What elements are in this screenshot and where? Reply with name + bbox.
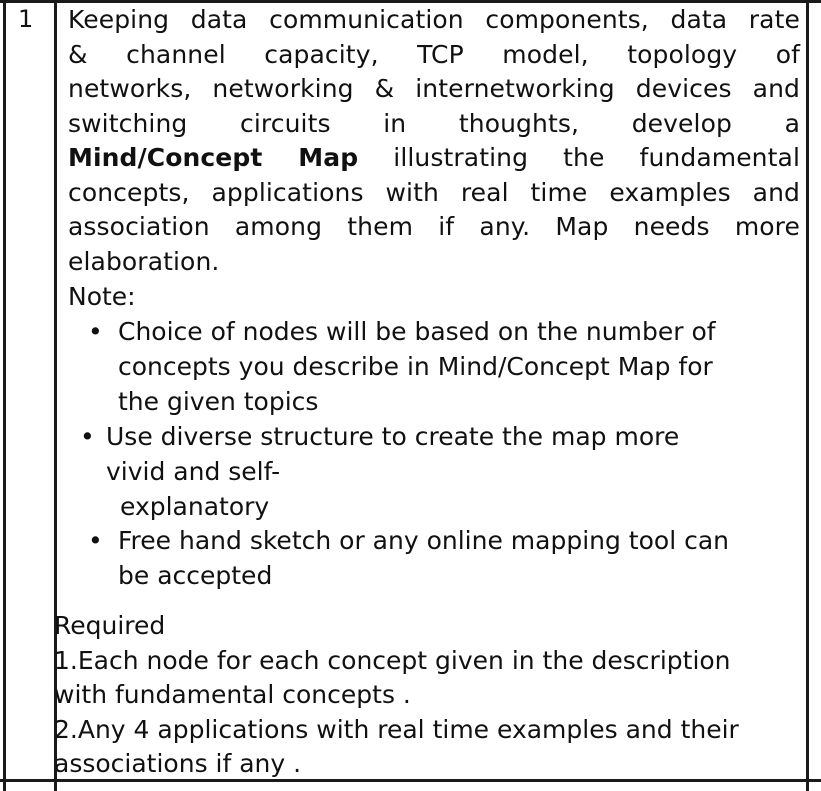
bullet-line: explanatory bbox=[120, 492, 270, 521]
description-line: concepts, applications with real time examples and bbox=[68, 177, 800, 207]
bullet-icon: • bbox=[88, 526, 103, 555]
description-line: switching circuits in thoughts, develop a bbox=[68, 108, 800, 138]
description-line: Keeping data communication components, data rate bbox=[68, 5, 800, 34]
required-item-line: associations if any . bbox=[54, 749, 302, 778]
description-line-rest: illustrating the fundamental bbox=[358, 143, 800, 172]
required-section bbox=[54, 609, 814, 782]
bullet-icon: • bbox=[88, 317, 103, 346]
task-description bbox=[68, 3, 800, 279]
table-border-left bbox=[3, 0, 6, 791]
note-heading: Note: bbox=[68, 282, 136, 311]
required-item-line: 1.Each node for each concept given in the description bbox=[54, 645, 731, 675]
next-row-cutoff bbox=[80, 783, 720, 791]
bullet-line: vivid and self- bbox=[106, 457, 281, 486]
note-bullet bbox=[88, 314, 798, 419]
note-bullet bbox=[80, 419, 796, 524]
required-item-line: with fundamental concepts . bbox=[54, 680, 411, 709]
bullet-line: the given topics bbox=[118, 387, 319, 416]
bullet-line: concepts you describe in Mind/Concept Map for bbox=[118, 352, 713, 381]
description-line: & channel capacity, TCP model, topology of bbox=[68, 39, 800, 69]
description-line: networks, networking & internetworking devices and bbox=[68, 74, 800, 103]
bullet-line: Free hand sketch or any online mapping tool can bbox=[118, 526, 729, 555]
required-heading: Required bbox=[54, 611, 166, 640]
bullet-line: Use diverse structure to create the map more bbox=[106, 422, 680, 451]
description-line: elaboration. bbox=[68, 246, 220, 276]
note-bullet bbox=[88, 523, 808, 593]
description-line: association among them if any. Map needs more bbox=[68, 212, 800, 241]
row-number: 1 bbox=[18, 5, 34, 33]
required-item-line: 2.Any 4 applications with real time examples and their bbox=[54, 714, 739, 744]
mind-map-emphasis: Mind/Concept Map bbox=[68, 143, 359, 172]
description-line-with-emphasis bbox=[68, 141, 800, 176]
bullet-line: Choice of nodes will be based on the number of bbox=[118, 317, 716, 346]
bullet-icon: • bbox=[80, 422, 95, 451]
bullet-line: be accepted bbox=[118, 561, 273, 590]
